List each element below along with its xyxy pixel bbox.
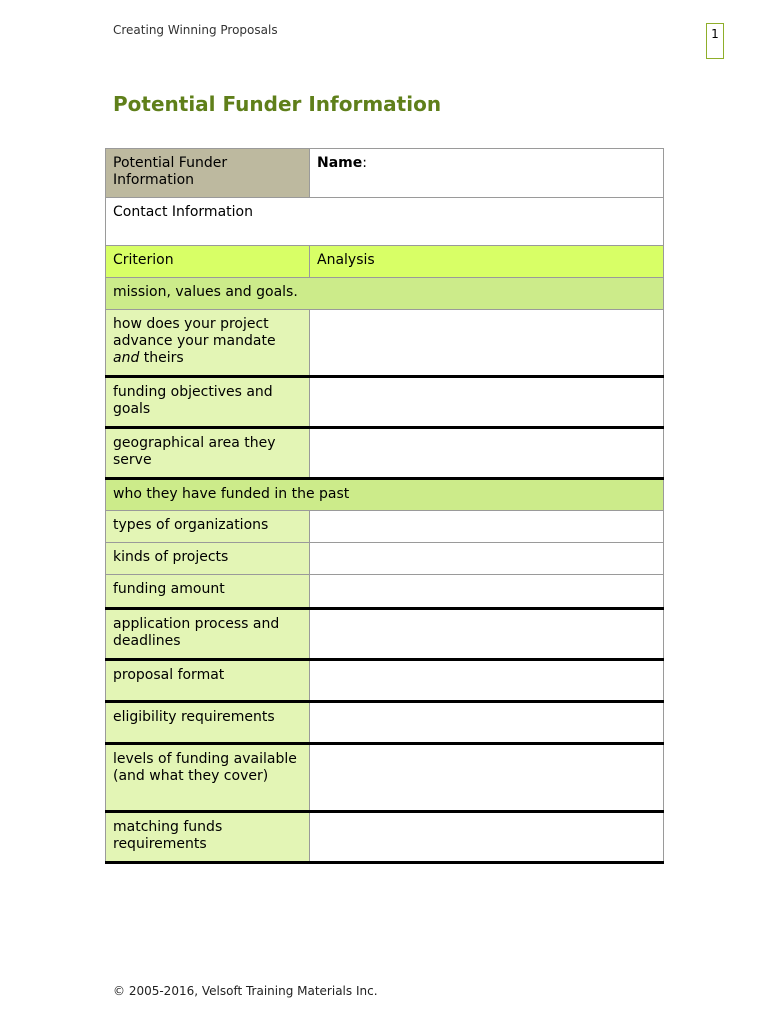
criterion-text-end: theirs [139,350,184,366]
table-row [106,149,664,198]
criterion-cell: types of organizations [106,511,310,543]
criterion-cell: funding amount [106,575,310,609]
table-row [106,609,664,660]
criterion-cell: eligibility requirements [106,702,310,744]
criterion-cell: funding objectives and goals [106,377,310,428]
analysis-cell[interactable] [310,744,664,812]
criterion-emphasis: and [113,350,140,366]
criterion-cell: levels of funding available (and what they cover) [106,744,310,812]
contact-info-cell[interactable]: Contact Information [106,198,664,246]
name-label: Name [317,155,363,171]
name-cell[interactable] [310,149,664,198]
criterion-header: Criterion [106,246,310,278]
criterion-cell: matching funds requirements [106,812,310,863]
analysis-cell[interactable] [310,575,664,609]
table-row [106,198,664,246]
copyright-footer: © 2005-2016, Velsoft Training Materials Inc. [113,984,378,998]
analysis-cell[interactable] [310,702,664,744]
table-row [106,377,664,428]
analysis-cell[interactable] [310,543,664,575]
analysis-cell[interactable] [310,310,664,377]
analysis-header: Analysis [310,246,664,278]
section-row [106,479,664,511]
analysis-cell[interactable] [310,812,664,863]
criterion-cell: geographical area they serve [106,428,310,479]
funder-table [105,148,664,864]
table-row [106,511,664,543]
name-colon: : [362,155,367,171]
table-row [106,428,664,479]
analysis-cell[interactable] [310,609,664,660]
table-header-row [106,246,664,278]
criterion-cell: proposal format [106,660,310,702]
table-row [106,702,664,744]
funder-info-cell: Potential Funder Information [106,149,310,198]
table-row [106,543,664,575]
criterion-cell: application process and deadlines [106,609,310,660]
analysis-cell[interactable] [310,660,664,702]
criterion-text: how does your project advance your mandate [113,316,276,349]
table-row [106,310,664,377]
criterion-cell: kinds of projects [106,543,310,575]
table-row [106,575,664,609]
analysis-cell[interactable] [310,428,664,479]
analysis-cell[interactable] [310,377,664,428]
table-row [106,744,664,812]
running-header: Creating Winning Proposals [113,23,278,37]
section-mission: mission, values and goals. [106,278,664,310]
page-number: 1 [706,23,724,59]
analysis-cell[interactable] [310,511,664,543]
page-title: Potential Funder Information [113,92,442,116]
table-row [106,812,664,863]
section-funded-past: who they have funded in the past [106,479,664,511]
criterion-cell [106,310,310,377]
section-row [106,278,664,310]
table-row [106,660,664,702]
